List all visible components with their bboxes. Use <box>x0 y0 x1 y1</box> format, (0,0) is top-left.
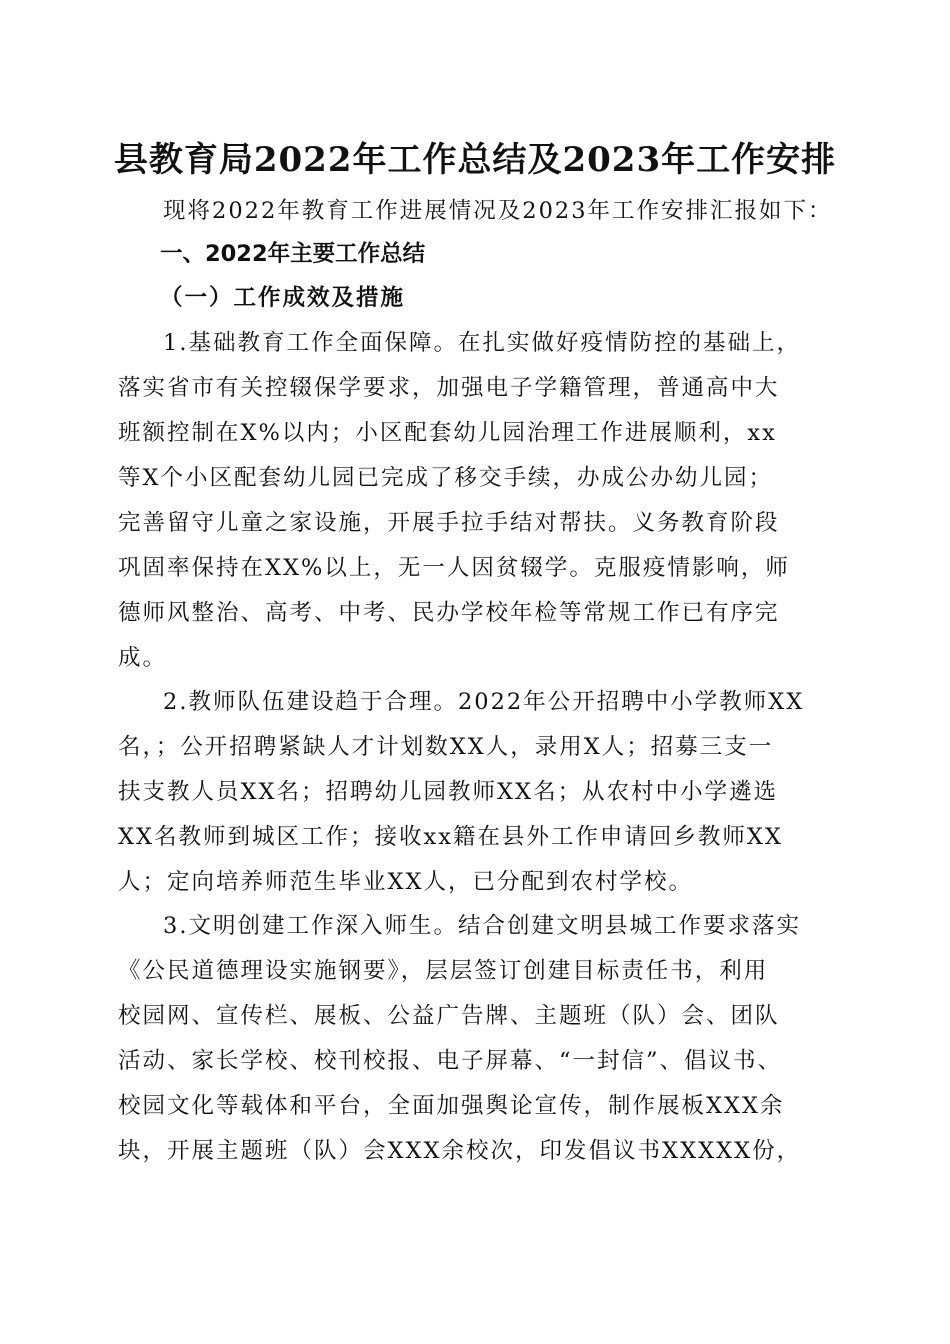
subsection-heading: （一）工作成效及措施 <box>160 285 406 311</box>
paragraph-line: 活动、家长学校、校刊校报、电子屏幕、“一封信”、倡议书、 <box>118 1048 783 1074</box>
paragraph-basic-education <box>118 321 828 681</box>
paragraph-line: 扶支教人员XX名；招聘幼儿园教师XX名；从农村中小学遴选 <box>118 779 779 805</box>
paragraph-teacher-team <box>118 680 828 905</box>
paragraph-line: 人；定向培养师范生毕业XX人，已分配到农村学校。 <box>118 869 694 895</box>
paragraph-line: 完善留守儿童之家设施，开展手拉手结对帮扶。义务教育阶段 <box>118 510 780 536</box>
paragraph-line: 德师风整治、高考、中考、民办学校年检等常规工作已有序完 <box>118 600 780 626</box>
document-title: 县教育局2022年工作总结及2023年工作安排 <box>113 140 837 180</box>
paragraph-line: 校园文化等载体和平台，全面加强舆论宣传，制作展板XXX余 <box>118 1093 785 1119</box>
intro-text: 现将2022年教育工作进展情况及2023年工作安排汇报如下： <box>163 198 833 224</box>
paragraph-line: 成。 <box>118 645 168 671</box>
paragraph-line: 3.文明创建工作深入师生。结合创建文明县城工作要求落实 <box>163 913 801 939</box>
section-heading: 一、2022年主要工作总结 <box>160 241 426 267</box>
paragraph-line: 落实省市有关控辍保学要求，加强电子学籍管理，普通高中大 <box>118 375 780 401</box>
paragraph-line: 名，；公开招聘紧缺人才计划数XX人，录用X人；招募三支一 <box>118 734 774 760</box>
intro-paragraph <box>118 189 833 234</box>
paragraph-line: XX名教师到城区工作；接收xx籍在县外工作申请回乡教师XX <box>118 824 783 850</box>
paragraph-line: 2.教师队伍建设趋于合理。2022年公开招聘中小学教师XX <box>163 689 805 715</box>
paragraph-line: 等X个小区配套幼儿园已完成了移交手续，办成公办幼儿园； <box>118 465 774 491</box>
paragraph-civilization <box>118 904 828 1174</box>
paragraph-line: 班额控制在X%以内；小区配套幼儿园治理工作进展顺利，xx <box>118 420 777 446</box>
paragraph-line: 《公民道德理设实施钢要》，层层签订创建目标责任书，利用 <box>118 958 769 984</box>
paragraph-line: 1.基础教育工作全面保障。在扎实做好疫情防控的基础上， <box>163 330 801 356</box>
paragraph-line: 校园网、宣传栏、展板、公益广告牌、主题班（队）会、团队 <box>118 1003 780 1029</box>
paragraph-line: 巩固率保持在XX%以上，无一人因贫辍学。克服疫情影响，师 <box>118 555 790 581</box>
paragraph-line: 块，开展主题班（队）会XXX余校次，印发倡议书XXXXX份， <box>118 1138 802 1164</box>
